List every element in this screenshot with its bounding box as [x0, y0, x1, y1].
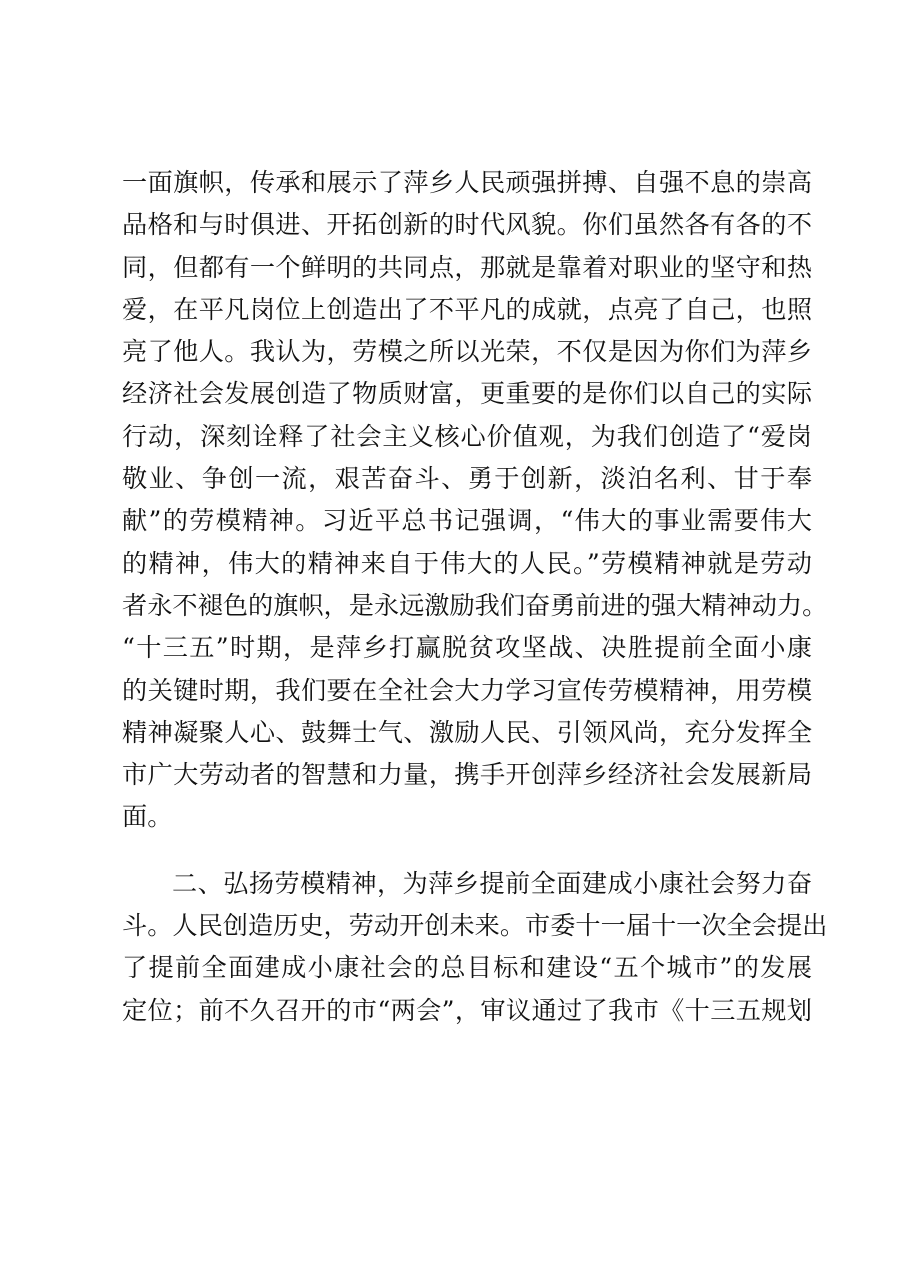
paragraph-spacing	[122, 839, 812, 863]
text-line: 市广大劳动者的智慧和力量，携手开创萍乡经济社会发展新局	[122, 760, 812, 790]
text-line: 一面旗帜，传承和展示了萍乡人民顽强拼搏、自强不息的崇高	[122, 168, 812, 197]
text-line: “十三五”时期，是萍乡打赢脱贫攻坚战、决胜提前全面小康	[122, 633, 812, 663]
text-line: 二、弘扬劳模精神，为萍乡提前全面建成小康社会努力奋	[172, 868, 812, 898]
text-line: 定位；前不久召开的市“两会”，审议通过了我市《十三五规划	[122, 995, 812, 1025]
text-line: 斗。人民创造历史，劳动开创未来。市委十一届十一次全会提出	[122, 911, 828, 941]
body-text	[122, 162, 828, 1032]
text-line: 者永不褪色的旗帜，是永远激励我们奋勇前进的强大精神动力。	[122, 590, 828, 620]
text-line: 品格和与时俱进、开拓创新的时代风貌。你们虽然各有各的不	[122, 210, 812, 240]
text-line: 的精神，伟大的精神来自于伟大的人民。”劳模精神就是劳动	[122, 548, 812, 578]
text-line: 经济社会发展创造了物质财富，更重要的是你们以自己的实际	[122, 379, 812, 409]
text-line: 了提前全面建成小康社会的总目标和建设“五个城市”的发展	[122, 953, 812, 983]
text-line: 的关键时期，我们要在全社会大力学习宣传劳模精神，用劳模	[122, 675, 812, 705]
text-line: 同，但都有一个鲜明的共同点，那就是靠着对职业的坚守和热	[122, 252, 812, 282]
text-line: 面。	[122, 802, 173, 832]
paragraph-1	[122, 162, 828, 839]
text-line: 亮了他人。我认为，劳模之所以光荣，不仅是因为你们为萍乡	[122, 337, 812, 367]
text-line: 爱，在平凡岗位上创造出了不平凡的成就，点亮了自己，也照	[122, 294, 812, 324]
text-line: 敬业、争创一流，艰苦奋斗、勇于创新，淡泊名利、甘于奉	[122, 464, 812, 494]
text-line: 行动，深刻诠释了社会主义核心价值观，为我们创造了“爱岗	[122, 421, 812, 451]
paragraph-2	[122, 863, 828, 1032]
text-line: 献”的劳模精神。习近平总书记强调，“伟大的事业需要伟大	[122, 506, 812, 536]
text-line: 精神凝聚人心、鼓舞士气、激励人民、引领风尚，充分发挥全	[122, 717, 812, 747]
